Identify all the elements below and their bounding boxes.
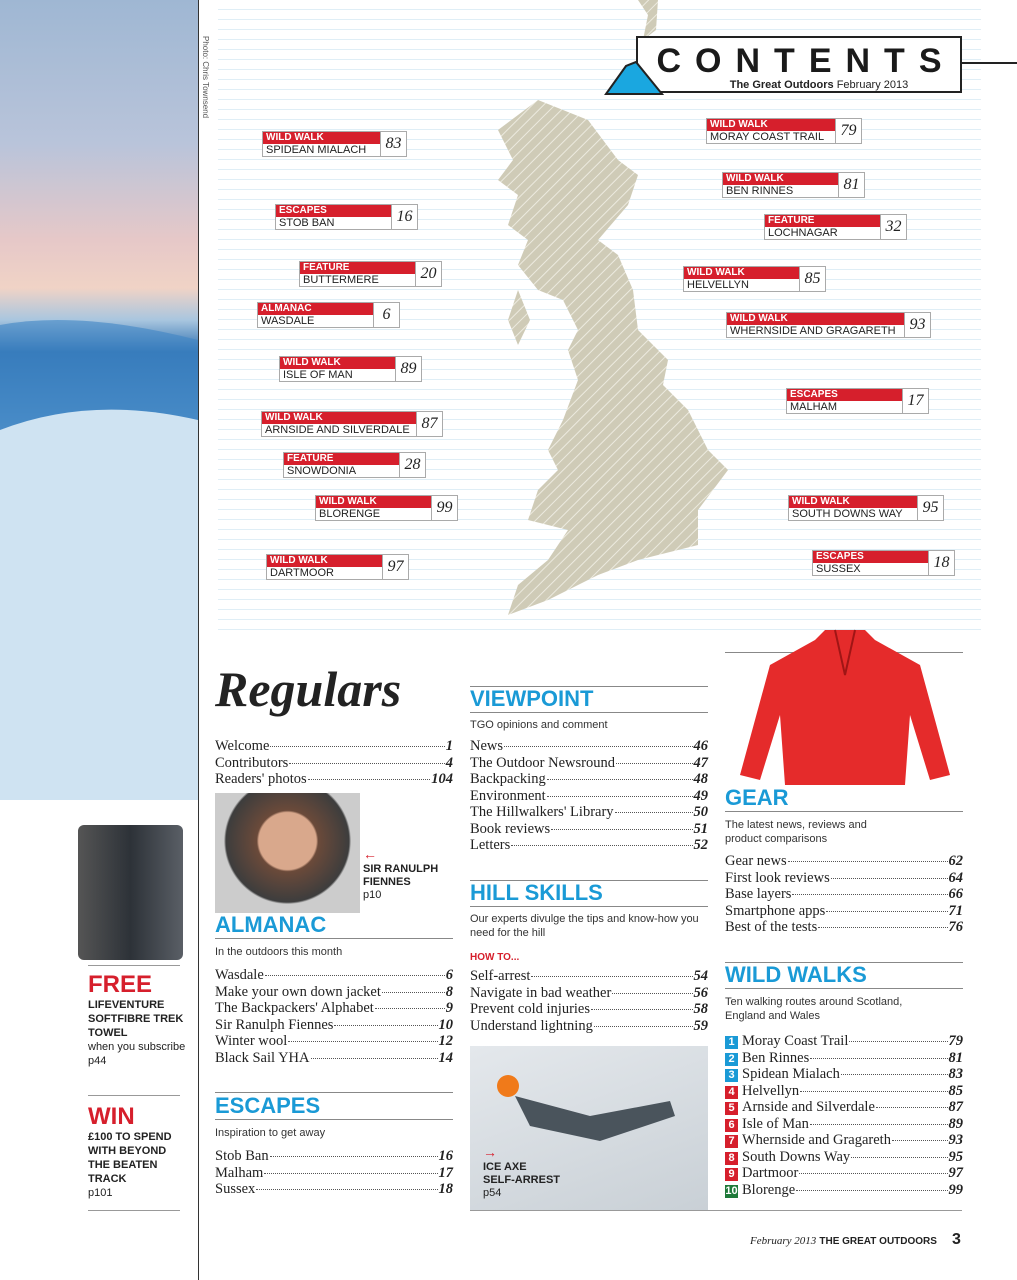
label-page: 83 bbox=[380, 132, 406, 156]
label-page: 32 bbox=[880, 215, 906, 239]
toc-entry[interactable] bbox=[470, 738, 708, 755]
entry-page: 99 bbox=[948, 1181, 963, 1198]
toc-entry[interactable] bbox=[470, 821, 708, 838]
route-number-badge: 6 bbox=[725, 1119, 738, 1132]
toc-entry[interactable] bbox=[470, 1018, 708, 1035]
map-label[interactable] bbox=[812, 550, 955, 576]
leader-dots bbox=[270, 1156, 438, 1157]
leader-dots bbox=[612, 993, 692, 994]
entry-title: Moray Coast Trail bbox=[742, 1033, 849, 1049]
leader-dots bbox=[849, 1041, 947, 1042]
viewpoint-heading[interactable]: VIEWPOINT bbox=[470, 686, 708, 713]
toc-entry[interactable] bbox=[725, 1132, 963, 1149]
map-label[interactable] bbox=[279, 356, 422, 382]
map-label[interactable] bbox=[726, 312, 931, 338]
free-offer[interactable]: FREE LIFEVENTURE SOFTFIBRE TREK TOWEL when you subscribe p44 bbox=[88, 971, 186, 1067]
label-category: ESCAPES bbox=[787, 389, 902, 401]
route-number-badge: 10 bbox=[725, 1184, 738, 1197]
entry-page: 59 bbox=[693, 1017, 708, 1034]
label-name: WASDALE bbox=[261, 315, 315, 327]
leader-dots bbox=[270, 746, 444, 747]
label-category: WILD WALK bbox=[723, 173, 838, 185]
toc-entry[interactable] bbox=[215, 1181, 453, 1198]
map-label[interactable] bbox=[788, 495, 944, 521]
leader-dots bbox=[311, 1058, 438, 1059]
entry-title: Navigate in bad weather bbox=[470, 984, 612, 1001]
toc-entry[interactable] bbox=[215, 1017, 453, 1034]
trek-towel-product-image bbox=[78, 825, 183, 960]
map-label[interactable] bbox=[275, 204, 418, 230]
entry-title: Smartphone apps bbox=[725, 902, 826, 919]
entry-title: South Downs Way bbox=[742, 1148, 851, 1165]
toc-entry[interactable] bbox=[470, 755, 708, 772]
gear-list bbox=[725, 853, 963, 936]
label-name: STOB BAN bbox=[279, 217, 335, 229]
label-page: 95 bbox=[917, 496, 943, 520]
toc-entry[interactable] bbox=[725, 1033, 963, 1050]
toc-entry[interactable] bbox=[725, 1182, 963, 1199]
label-category: WILD WALK bbox=[316, 496, 431, 508]
label-page: 87 bbox=[416, 412, 442, 436]
map-label[interactable] bbox=[261, 411, 443, 437]
leader-dots bbox=[591, 1009, 692, 1010]
page-number: 3 bbox=[952, 1231, 961, 1248]
leader-dots bbox=[792, 894, 947, 895]
footer: February 2013 THE GREAT OUTDOORS bbox=[750, 1235, 937, 1247]
leader-dots bbox=[511, 845, 692, 846]
leader-dots bbox=[851, 1157, 947, 1158]
photo-credit: Photo: Chris Townsend bbox=[201, 36, 210, 119]
entry-page: 79 bbox=[948, 1033, 963, 1049]
toc-entry[interactable] bbox=[470, 985, 708, 1002]
label-category: WILD WALK bbox=[263, 132, 380, 144]
label-category: WILD WALK bbox=[684, 267, 799, 279]
map-label[interactable] bbox=[764, 214, 907, 240]
map-label[interactable] bbox=[262, 131, 407, 157]
entry-title: Blorenge bbox=[742, 1181, 796, 1198]
gear-heading[interactable]: GEAR bbox=[725, 785, 963, 812]
label-category: ESCAPES bbox=[813, 551, 928, 563]
route-number-badge: 9 bbox=[725, 1168, 738, 1181]
entry-page: 56 bbox=[693, 984, 708, 1001]
label-category: ALMANAC bbox=[258, 303, 373, 315]
leader-dots bbox=[551, 829, 692, 830]
label-category: WILD WALK bbox=[727, 313, 904, 325]
label-name: MALHAM bbox=[790, 401, 838, 413]
entry-title: Contributors bbox=[215, 754, 289, 771]
map-label[interactable] bbox=[283, 452, 426, 478]
toc-entry[interactable] bbox=[470, 788, 708, 805]
leader-dots bbox=[615, 812, 693, 813]
entry-title: Winter wool bbox=[215, 1033, 288, 1049]
map-label[interactable] bbox=[266, 554, 409, 580]
orkney-islands bbox=[638, 0, 658, 40]
contents-header bbox=[636, 36, 962, 93]
label-name: LOCHNAGAR bbox=[768, 227, 838, 239]
leader-dots bbox=[826, 911, 947, 912]
route-number-badge: 5 bbox=[725, 1102, 738, 1115]
label-page: 18 bbox=[928, 551, 954, 575]
entry-title: Base layers bbox=[725, 886, 792, 902]
entry-title: Ben Rinnes bbox=[742, 1049, 810, 1066]
toc-entry[interactable] bbox=[470, 968, 708, 985]
leader-dots bbox=[288, 1041, 437, 1042]
entry-page: 51 bbox=[693, 820, 708, 837]
entry-page: 6 bbox=[445, 967, 453, 983]
entry-page: 71 bbox=[948, 902, 963, 919]
almanac-heading[interactable]: ALMANAC bbox=[215, 912, 453, 939]
issue-line: The Great Outdoors February 2013 bbox=[729, 79, 909, 91]
entry-page: 52 bbox=[693, 837, 708, 853]
entry-page: 89 bbox=[948, 1115, 963, 1132]
header-rule bbox=[962, 62, 1017, 64]
entry-title: Stob Ban bbox=[215, 1148, 269, 1164]
toc-entry[interactable] bbox=[215, 984, 453, 1001]
toc-entry[interactable] bbox=[470, 804, 708, 821]
fiennes-caption: ← SIR RANULPH FIENNES p10 bbox=[363, 846, 439, 901]
entry-title: The Backpackers' Alphabet bbox=[215, 1000, 374, 1016]
hill-skills-heading[interactable]: HILL SKILLS bbox=[470, 880, 708, 907]
entry-page: 93 bbox=[948, 1132, 963, 1148]
leader-dots bbox=[265, 975, 445, 976]
map-label[interactable] bbox=[257, 302, 400, 328]
entry-page: 83 bbox=[948, 1066, 963, 1082]
entry-title: Prevent cold injuries bbox=[470, 1001, 591, 1017]
route-number-badge: 3 bbox=[725, 1069, 738, 1082]
entry-title: Book reviews bbox=[470, 820, 551, 837]
map-label[interactable] bbox=[683, 266, 826, 292]
entry-page: 17 bbox=[438, 1164, 453, 1181]
entry-page: 14 bbox=[438, 1049, 453, 1066]
map-label[interactable] bbox=[706, 118, 862, 144]
entry-page: 66 bbox=[948, 886, 963, 902]
entry-page: 8 bbox=[445, 983, 453, 1000]
map-label[interactable] bbox=[786, 388, 929, 414]
entry-title: Best of the tests bbox=[725, 919, 818, 935]
entry-page: 47 bbox=[693, 754, 708, 771]
leader-dots bbox=[818, 927, 947, 928]
label-page: 28 bbox=[399, 453, 425, 477]
arrow-right-icon: → bbox=[483, 1144, 497, 1160]
escapes-heading[interactable]: ESCAPES bbox=[215, 1093, 453, 1120]
label-category: WILD WALK bbox=[789, 496, 917, 508]
label-category: ESCAPES bbox=[276, 205, 391, 217]
entry-page: 81 bbox=[948, 1049, 963, 1066]
entry-title: Black Sail YHA bbox=[215, 1049, 310, 1066]
label-name: BLORENGE bbox=[319, 508, 381, 520]
leader-dots bbox=[892, 1140, 948, 1141]
leader-dots bbox=[504, 746, 692, 747]
entry-page: 87 bbox=[948, 1099, 963, 1115]
route-number-badge: 8 bbox=[725, 1152, 738, 1165]
page-divider bbox=[198, 0, 199, 1280]
entry-page: 85 bbox=[948, 1082, 963, 1099]
toc-entry[interactable] bbox=[725, 1050, 963, 1067]
leader-dots bbox=[796, 1190, 947, 1191]
route-number-badge: 7 bbox=[725, 1135, 738, 1148]
label-name: MORAY COAST TRAIL bbox=[710, 131, 825, 143]
leader-dots bbox=[547, 779, 693, 780]
entry-page: 18 bbox=[438, 1181, 453, 1197]
label-name: SPIDEAN MIALACH bbox=[266, 144, 367, 156]
entry-title: Make your own down jacket bbox=[215, 983, 381, 1000]
label-category: FEATURE bbox=[300, 262, 415, 274]
route-number-badge: 2 bbox=[725, 1053, 738, 1066]
entry-title: Self-arrest bbox=[470, 968, 531, 984]
toc-entry[interactable] bbox=[470, 1001, 708, 1018]
entry-title: Whernside and Gragareth bbox=[742, 1132, 891, 1148]
toc-entry[interactable] bbox=[215, 771, 453, 788]
leader-dots bbox=[382, 992, 445, 993]
toc-entry[interactable] bbox=[215, 1148, 453, 1165]
label-page: 20 bbox=[415, 262, 441, 286]
label-category: FEATURE bbox=[284, 453, 399, 465]
toc-entry[interactable] bbox=[725, 886, 963, 903]
label-page: 99 bbox=[431, 496, 457, 520]
label-name: HELVELLYN bbox=[687, 279, 749, 291]
britain-landmass bbox=[498, 100, 728, 615]
entry-page: 97 bbox=[948, 1165, 963, 1181]
leader-dots bbox=[788, 861, 948, 862]
entry-title: Sir Ranulph Fiennes bbox=[215, 1016, 334, 1033]
entry-page: 9 bbox=[445, 1000, 453, 1016]
escapes-subtitle: Inspiration to get away bbox=[215, 1127, 326, 1139]
toc-entry[interactable] bbox=[725, 1116, 963, 1133]
viewpoint-list bbox=[470, 738, 708, 854]
toc-entry[interactable] bbox=[215, 1050, 453, 1067]
toc-entry[interactable] bbox=[215, 967, 453, 984]
label-category: WILD WALK bbox=[707, 119, 835, 131]
toc-entry[interactable] bbox=[725, 1066, 963, 1083]
route-number-badge: 4 bbox=[725, 1086, 738, 1099]
entry-title: Arnside and Silverdale bbox=[742, 1099, 875, 1115]
entry-title: Readers' photos bbox=[215, 771, 307, 787]
entry-title: Welcome bbox=[215, 738, 270, 754]
win-offer[interactable]: WIN £100 TO SPEND WITH BEYOND THE BEATEN TRACK p101 bbox=[88, 1103, 172, 1199]
gear-subtitle: The latest news, reviews and product comparisons bbox=[725, 819, 867, 845]
leader-dots bbox=[334, 1025, 437, 1026]
entry-title: Gear news bbox=[725, 853, 787, 869]
toc-entry[interactable] bbox=[470, 837, 708, 854]
entry-title: Spidean Mialach bbox=[742, 1066, 840, 1082]
almanac-list bbox=[215, 967, 453, 1066]
leader-dots bbox=[308, 779, 431, 780]
page-title: CONTENTS bbox=[656, 42, 956, 80]
hill-skills-subtitle: Our experts divulge the tips and know-how you need for the hill bbox=[470, 913, 699, 939]
label-category: WILD WALK bbox=[262, 412, 416, 424]
entry-title: Letters bbox=[470, 837, 511, 853]
label-name: SUSSEX bbox=[816, 563, 861, 575]
red-fleece-photo bbox=[725, 625, 963, 785]
label-page: 85 bbox=[799, 267, 825, 291]
leader-dots bbox=[810, 1058, 947, 1059]
regulars-title: Regulars bbox=[215, 661, 402, 717]
entry-title: Malham bbox=[215, 1164, 264, 1181]
entry-page: 76 bbox=[948, 919, 963, 935]
toc-entry[interactable] bbox=[215, 755, 453, 772]
entry-title: Isle of Man bbox=[742, 1115, 809, 1132]
toc-entry[interactable] bbox=[470, 771, 708, 788]
toc-entry[interactable] bbox=[725, 1083, 963, 1100]
leader-dots bbox=[810, 1124, 948, 1125]
entry-page: 54 bbox=[693, 968, 708, 984]
entry-title: Understand lightning bbox=[470, 1017, 593, 1034]
entry-page: 62 bbox=[948, 853, 963, 869]
label-page: 79 bbox=[835, 119, 861, 143]
entry-page: 4 bbox=[445, 754, 453, 771]
entry-title: Helvellyn bbox=[742, 1082, 800, 1099]
entry-title: News bbox=[470, 738, 504, 754]
ice-axe-caption: → ICE AXE SELF-ARREST p54 bbox=[483, 1144, 560, 1199]
toc-entry[interactable] bbox=[725, 853, 963, 870]
leader-dots bbox=[876, 1107, 948, 1108]
wild-walks-list bbox=[725, 1033, 963, 1198]
label-name: SNOWDONIA bbox=[287, 465, 357, 477]
leader-dots bbox=[264, 1173, 437, 1174]
label-name: SOUTH DOWNS WAY bbox=[792, 508, 903, 520]
entry-page: 49 bbox=[693, 787, 708, 804]
leader-dots bbox=[256, 1189, 437, 1190]
label-page: 93 bbox=[904, 313, 930, 337]
snow-landscape-photo bbox=[0, 0, 198, 800]
escapes-list bbox=[215, 1148, 453, 1198]
leader-dots bbox=[547, 796, 693, 797]
entry-page: 16 bbox=[438, 1148, 453, 1164]
wild-walks-heading[interactable]: WILD WALKS bbox=[725, 962, 963, 989]
label-name: DARTMOOR bbox=[270, 567, 334, 579]
entry-page: 10 bbox=[438, 1016, 453, 1033]
label-name: WHERNSIDE AND GRAGARETH bbox=[730, 325, 896, 337]
arrow-left-icon: ← bbox=[363, 846, 377, 862]
entry-page: 95 bbox=[948, 1148, 963, 1165]
toc-entry[interactable] bbox=[215, 738, 453, 755]
label-page: 16 bbox=[391, 205, 417, 229]
entry-title: Backpacking bbox=[470, 771, 546, 787]
toc-entry[interactable] bbox=[725, 919, 963, 936]
entry-title: Environment bbox=[470, 787, 546, 804]
mountain-logo-icon bbox=[604, 56, 664, 96]
leader-dots bbox=[831, 878, 948, 879]
toc-entry[interactable] bbox=[725, 870, 963, 887]
toc-entry[interactable] bbox=[215, 1000, 453, 1017]
entry-page: 104 bbox=[431, 771, 453, 787]
leader-dots bbox=[800, 1091, 947, 1092]
label-page: 89 bbox=[395, 357, 421, 381]
map-label[interactable] bbox=[722, 172, 865, 198]
entry-title: Sussex bbox=[215, 1181, 256, 1197]
label-page: 81 bbox=[838, 173, 864, 197]
entry-page: 46 bbox=[693, 738, 708, 754]
regulars-list bbox=[215, 738, 453, 788]
ireland-fragment bbox=[508, 290, 530, 345]
wild-walks-subtitle: Ten walking routes around Scotland, England and Wales bbox=[725, 996, 903, 1022]
label-page: 6 bbox=[373, 303, 399, 327]
viewpoint-subtitle: TGO opinions and comment bbox=[470, 719, 608, 731]
label-category: WILD WALK bbox=[267, 555, 382, 567]
entry-page: 58 bbox=[693, 1001, 708, 1017]
entry-page: 12 bbox=[438, 1033, 453, 1049]
leader-dots bbox=[841, 1074, 948, 1075]
leader-dots bbox=[616, 763, 693, 764]
entry-page: 64 bbox=[948, 869, 963, 886]
toc-entry[interactable] bbox=[215, 1165, 453, 1182]
entry-title: Wasdale bbox=[215, 967, 264, 983]
entry-title: The Hillwalkers' Library bbox=[470, 804, 614, 820]
label-category: FEATURE bbox=[765, 215, 880, 227]
toc-entry[interactable] bbox=[215, 1033, 453, 1050]
label-page: 17 bbox=[902, 389, 928, 413]
entry-title: The Outdoor Newsround bbox=[470, 754, 615, 771]
label-name: BEN RINNES bbox=[726, 185, 794, 197]
leader-dots bbox=[289, 763, 444, 764]
hill-skills-list bbox=[470, 968, 708, 1034]
label-category: WILD WALK bbox=[280, 357, 395, 369]
entry-title: First look reviews bbox=[725, 869, 830, 886]
entry-page: 50 bbox=[693, 804, 708, 820]
toc-entry[interactable] bbox=[725, 903, 963, 920]
label-name: ISLE OF MAN bbox=[283, 369, 353, 381]
almanac-subtitle: In the outdoors this month bbox=[215, 946, 343, 958]
entry-page: 48 bbox=[693, 771, 708, 787]
map-label[interactable] bbox=[299, 261, 442, 287]
label-name: BUTTERMERE bbox=[303, 274, 379, 286]
entry-title: Dartmoor bbox=[742, 1165, 799, 1181]
map-label[interactable] bbox=[315, 495, 458, 521]
toc-entry[interactable] bbox=[725, 1099, 963, 1116]
leader-dots bbox=[799, 1173, 947, 1174]
leader-dots bbox=[594, 1026, 693, 1027]
toc-entry[interactable] bbox=[725, 1165, 963, 1182]
ranulph-fiennes-photo bbox=[215, 793, 360, 913]
how-to-label: HOW TO... bbox=[470, 952, 520, 963]
entry-page: 1 bbox=[445, 738, 453, 754]
leader-dots bbox=[531, 976, 692, 977]
label-page: 97 bbox=[382, 555, 408, 579]
label-name: ARNSIDE AND SILVERDALE bbox=[265, 424, 410, 436]
leader-dots bbox=[375, 1008, 445, 1009]
route-number-badge: 1 bbox=[725, 1036, 738, 1049]
toc-entry[interactable] bbox=[725, 1149, 963, 1166]
